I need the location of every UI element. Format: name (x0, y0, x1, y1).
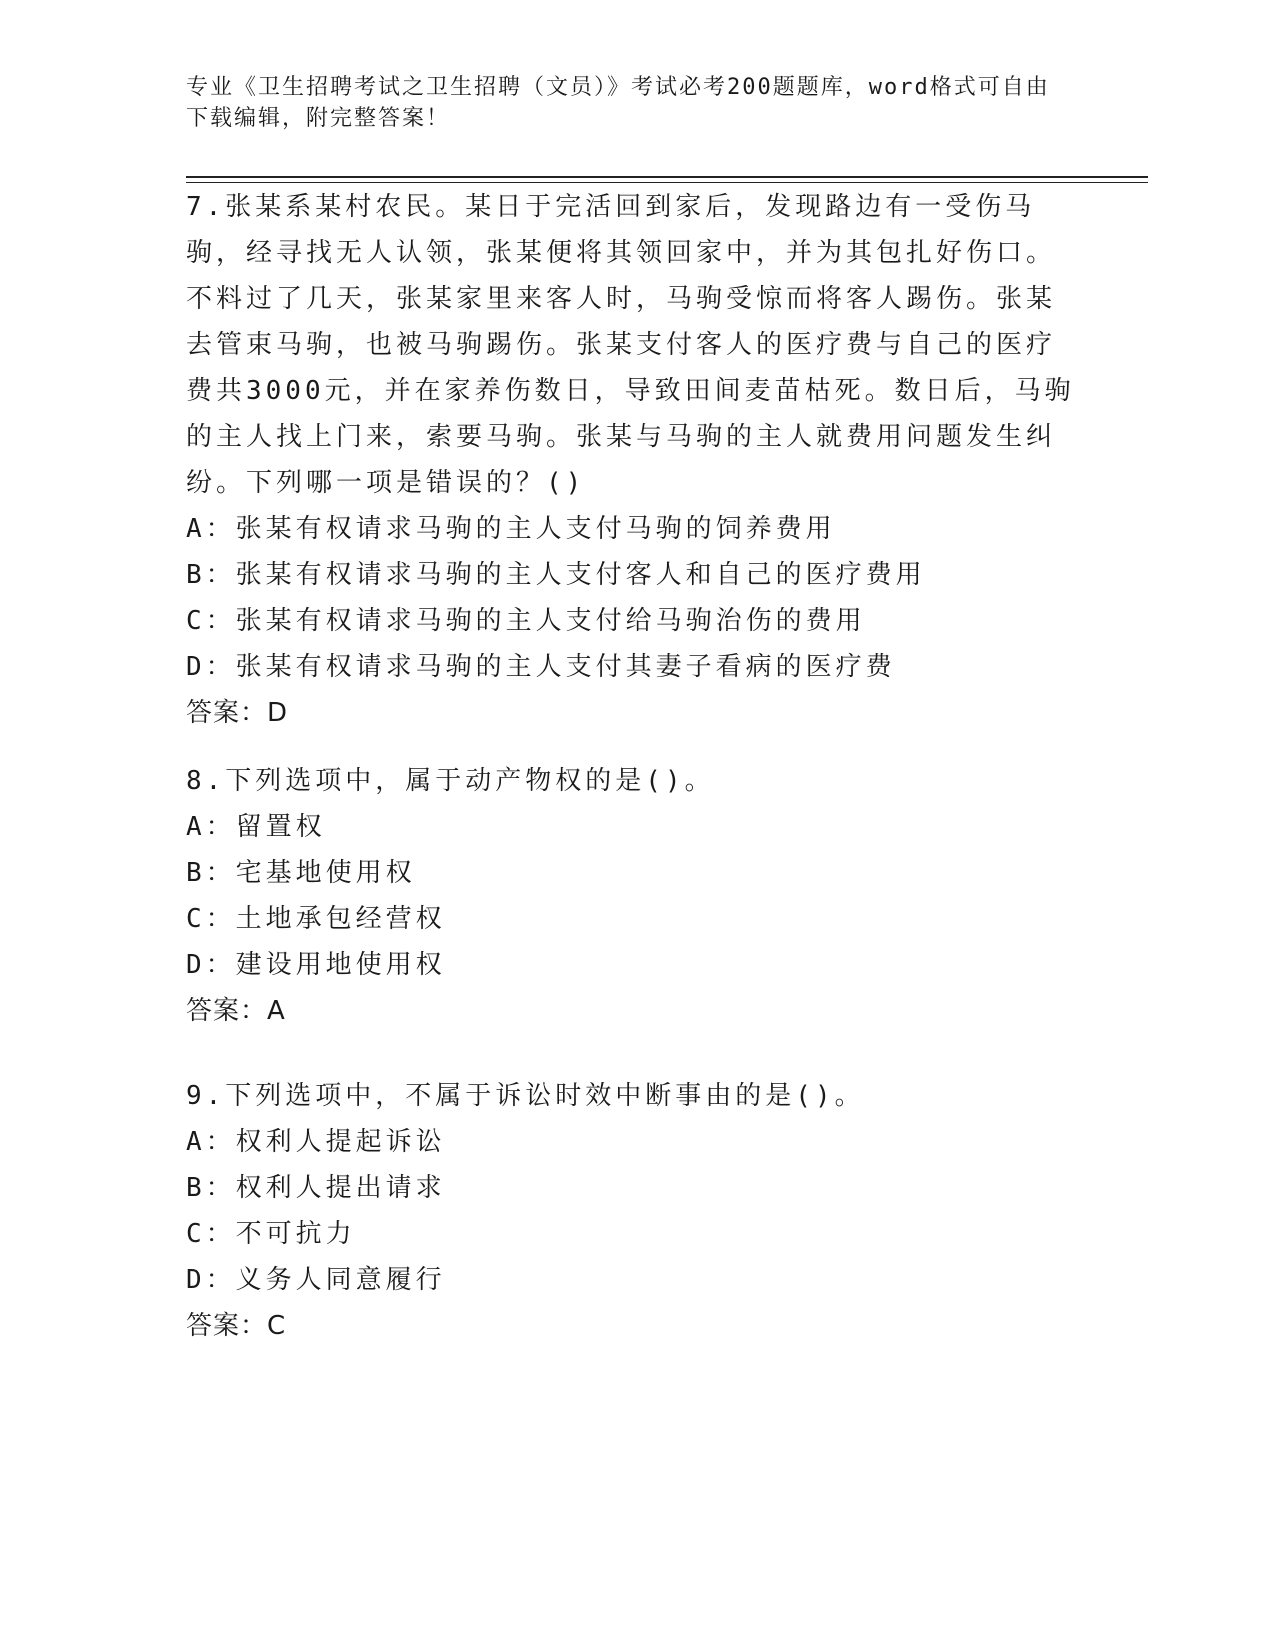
option-d: D：义务人同意履行 (186, 1265, 446, 1295)
answer-line: 答案：C (186, 1311, 287, 1341)
question-stem: 8.下列选项中，属于动产物权的是()。 (186, 766, 715, 796)
option-b: B：权利人提出请求 (186, 1173, 446, 1203)
question-stem: 9.下列选项中，不属于诉讼时效中断事由的是()。 (186, 1081, 865, 1111)
option-b: B：宅基地使用权 (186, 858, 416, 888)
option-c: C：土地承包经营权 (186, 904, 446, 934)
option-a: A：留置权 (186, 812, 326, 842)
option-d: D：张某有权请求马驹的主人支付其妻子看病的医疗费 (186, 652, 896, 682)
option-b: B：张某有权请求马驹的主人支付客人和自己的医疗费用 (186, 560, 926, 590)
document-header: 专业《卫生招聘考试之卫生招聘（文员）》考试必考200题题库，word格式可自由下载编辑，附完整答案！ (186, 75, 1050, 131)
question-9 (186, 1073, 1076, 1349)
option-c: C：不可抗力 (186, 1219, 356, 1249)
header-divider-thin (186, 182, 1148, 183)
answer-line: 答案：D (186, 698, 289, 728)
header-divider-thick (186, 176, 1148, 178)
question-stem: 7.张某系某村农民。某日于完活回到家后，发现路边有一受伤马驹，经寻找无人认领，张某便将其领回家中，并为其包扎好伤口。不料过了几天，张某家里来客人时，马驹受惊而将客人踢伤。张某去管束马驹，也被马驹踢伤。张某支付客人的医疗费与自己的医疗费共3000元，并在家养伤数日，导致田间麦苗枯死。数日后，马驹的主人找上门来，索要马驹。张某与马驹的主人就费用问题发生纠纷。下列哪一项是错误的？() (186, 192, 1075, 498)
question-8 (186, 758, 1076, 1034)
option-a: A：权利人提起诉讼 (186, 1127, 446, 1157)
option-a: A：张某有权请求马驹的主人支付马驹的饲养费用 (186, 514, 836, 544)
answer-line: 答案：A (186, 996, 286, 1026)
option-c: C：张某有权请求马驹的主人支付给马驹治伤的费用 (186, 606, 866, 636)
question-7 (186, 184, 1076, 736)
option-d: D：建设用地使用权 (186, 950, 446, 980)
